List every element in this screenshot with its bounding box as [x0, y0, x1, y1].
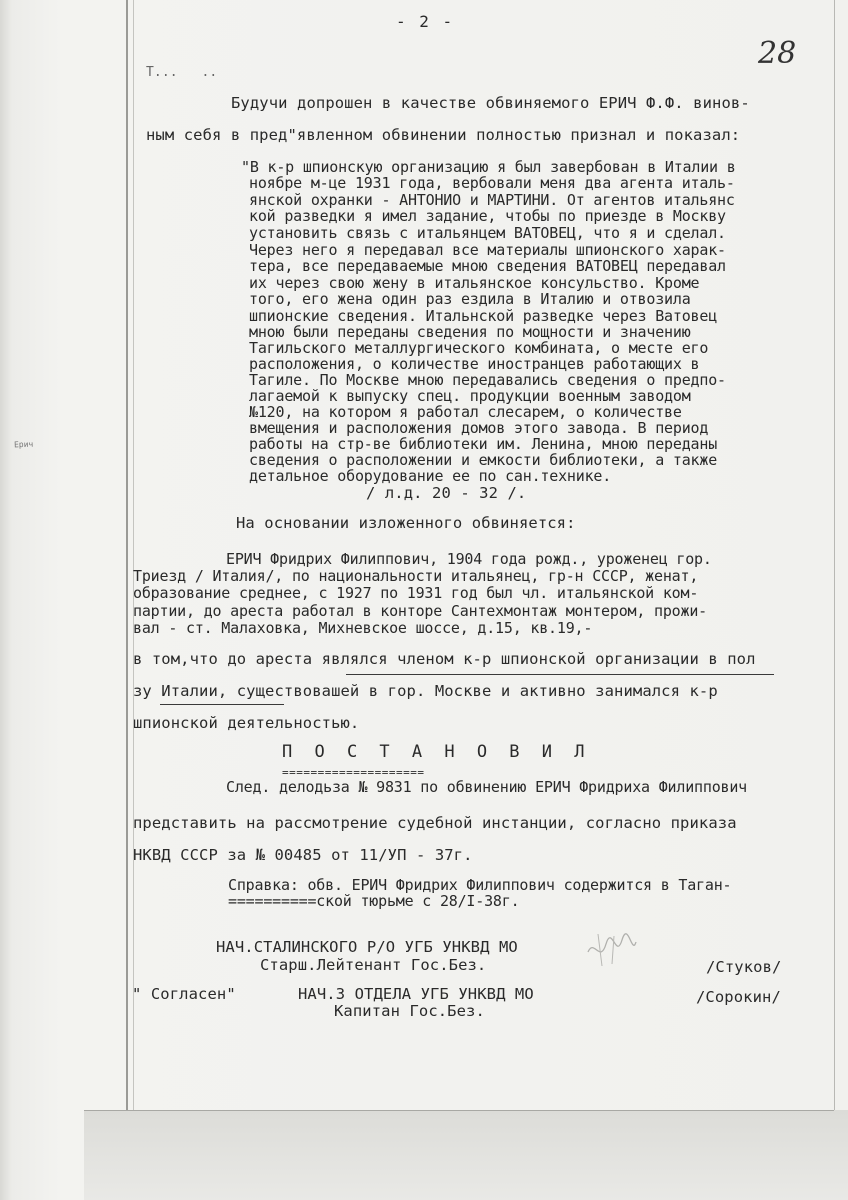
handwritten-signature — [584, 930, 640, 970]
decision-line: НКВД СССР за № 00485 от 11/УП - 37г. — [133, 846, 473, 864]
page-bottom-edge — [84, 1110, 834, 1111]
quote-line: детальное оборудование ее по сан.технике. — [249, 467, 612, 485]
quote-line: сведения о расположении и емкости библиотеки, а также — [249, 451, 718, 469]
quote-line: янской охранки - АНТОНИО и МАРТИНИ. От агентов итальянс — [249, 191, 735, 209]
page-right-edge — [834, 0, 835, 1110]
quote-line: мною были переданы сведения по мощности и значению — [249, 323, 691, 341]
signature-2-title: НАЧ.3 ОТДЕЛА УГБ УНКВД МО — [298, 985, 534, 1003]
note-line: Справка: обв. ЕРИЧ Фридрих Филиппович содержится в Таган- — [228, 876, 732, 894]
accused-line: партии, до ареста работал в конторе Сантехмонтаж монтером, прожи- — [133, 602, 707, 620]
approval-mark: " Согласен" — [132, 985, 236, 1003]
quote-line: работы на стр-ве библиотеки им. Ленина, мною переданы — [249, 435, 718, 453]
quote-line: лагаемой к выпуску спец. продукции военным заводом — [249, 387, 691, 405]
quote-line: ноябре м-це 1931 года, вербовали меня два агента италь- — [249, 174, 735, 192]
page-left-edge — [126, 0, 128, 1120]
accused-line: образование среднее, с 1927 по 1931 год был чл. итальянской ком- — [133, 584, 699, 602]
decision-heading: П О С Т А Н О В И Л — [282, 742, 591, 762]
quote-line: "В к-р шпионскую организацию я был завербован в Италии в — [241, 158, 736, 176]
signature-1-name: /Стуков/ — [706, 958, 782, 976]
charge-underline — [160, 704, 284, 705]
page-left-edge-inner — [133, 0, 134, 1120]
quote-line: тера, все передаваемые мною сведения ВАТОВЕЦ передавал — [249, 257, 726, 275]
quote-line: Тагильского металлургического комбината, о месте его — [249, 339, 709, 357]
charge-line: зу Италии, существовашей в гор. Москве и активно занимался к-р — [133, 682, 718, 700]
page-bottom-shadow — [84, 1110, 848, 1200]
intro-line: Будучи допрошен в качестве обвиняемого ЕРИЧ Ф.Ф. винов- — [231, 94, 750, 112]
note-line: ==========ской тюрьме с 28/I-38г. — [228, 892, 520, 910]
page-number: - 2 - — [396, 12, 455, 31]
quote-line: расположения, о количестве иностранцев работающих в — [249, 355, 700, 373]
charge-line: в том,что до ареста являлся членом к-р шпионской организации в пол — [133, 650, 756, 668]
signature-2-name: /Сорокин/ — [696, 988, 781, 1006]
decision-line: След. делодьза № 9831 по обвинению ЕРИЧ Фридриха Филиппович — [226, 778, 748, 796]
intro-line: ным себя в пред"явленном обвинении полностью признал и показал: — [146, 126, 741, 144]
accused-line: вал - ст. Малаховка, Михневское шоссе, д.15, кв.19,- — [133, 619, 593, 637]
signature-1-rank: Старш.Лейтенант Гос.Без. — [260, 956, 487, 974]
signature-1-title: НАЧ.СТАЛИНСКОГО Р/О УГБ УНКВД МО — [216, 938, 518, 956]
decision-line: представить на рассмотрение судебной инстанции, согласно приказа — [133, 814, 737, 832]
top-fragment: Т... .. — [146, 65, 218, 80]
quote-line: Через него я передавал все материалы шпионского харак- — [249, 241, 726, 259]
quote-reference: / л.д. 20 - 32 /. — [366, 484, 527, 502]
quote-line: шпионские сведения. Итальнской разведке через Ватовец — [249, 307, 718, 325]
accused-line: ЕРИЧ Фридрих Филиппович, 1904 года рожд., уроженец гор. — [226, 550, 712, 568]
handwritten-page-number: 28 — [758, 36, 797, 71]
signature-2-rank: Капитан Гос.Без. — [334, 1002, 485, 1020]
quote-line: их через свою жену в итальянское консульство. Кроме — [249, 274, 700, 292]
quote-line: того, его жена один раз ездила в Италию и отвозила — [249, 290, 691, 308]
accused-line: Триезд / Италия/, по национальности итальянец, гр-н СССР, женат, — [133, 567, 699, 585]
decision-heading-underline: ==================== — [282, 766, 425, 779]
quote-line: кой разведки я имел задание, чтобы по приезде в Москву — [249, 207, 726, 225]
margin-note: Ерич — [13, 439, 34, 450]
quote-line: Тагиле. По Москве мною передавались сведения о предпо- — [249, 371, 726, 389]
charge-line: шпионской деятельностью. — [133, 714, 360, 732]
quote-line: №120, на котором я работал слесарем, о количестве — [249, 403, 682, 421]
charge-intro: На основании изложенного обвиняется: — [236, 514, 576, 532]
quote-line: установить связь с итальянцем ВАТОВЕЦ, что я и сделал. — [249, 224, 726, 242]
quote-line: вмещения и расположения домов этого завода. В период — [249, 419, 709, 437]
charge-underline — [346, 674, 774, 675]
